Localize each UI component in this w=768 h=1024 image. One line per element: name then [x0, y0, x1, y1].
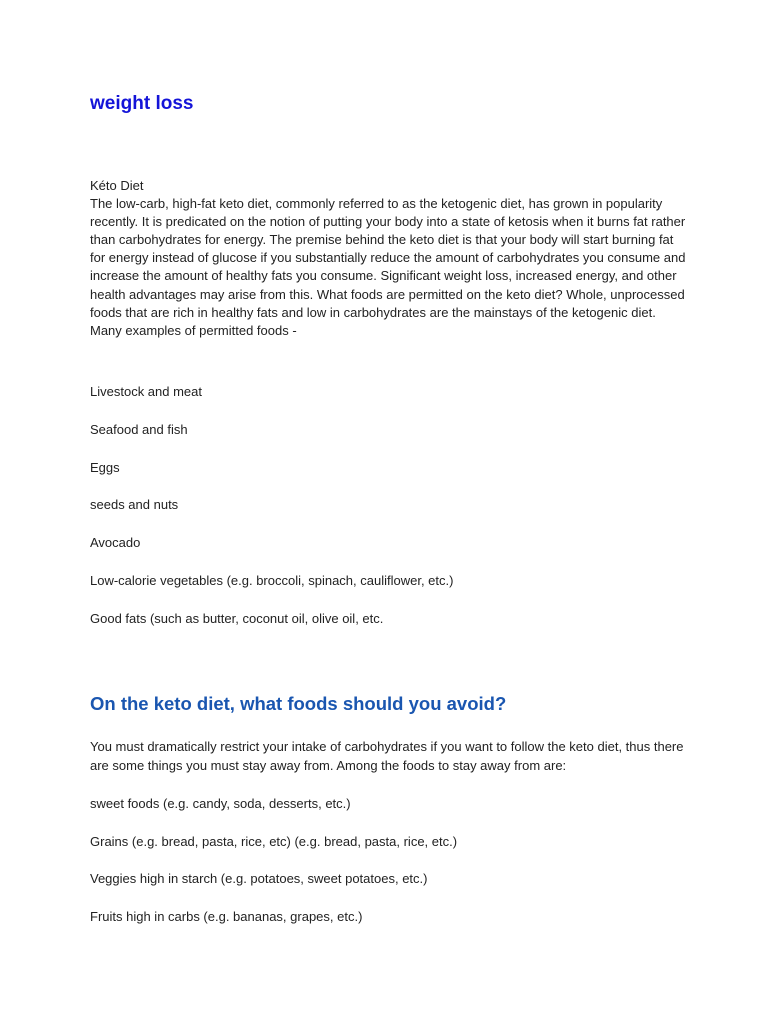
- list-item: Good fats (such as butter, coconut oil, olive oil, etc.: [90, 610, 384, 626]
- list-item: Eggs: [90, 459, 120, 475]
- keto-intro-paragraph: The low-carb, high-fat keto diet, commonly referred to as the ketogenic diet, has grown in popularity recently. It is predicated on the notion of putting your body into a state of ketosis when it burns fat rather than carbohydrates for energy. The premise behind the keto diet is that your body will start burning fat for energy instead of glucose if you substantially reduce the amount of carbohydrates you consume and increase the amount of healthy fats you consume. Significant weight loss, increased energy, and other health advantages may arise from this. What foods are permitted on the keto diet? Whole, unprocessed foods that are rich in healthy fats and low in carbohydrates are the mainstays of the ketogenic diet. Many examples of permitted foods -: [90, 196, 686, 338]
- list-item: Livestock and meat: [90, 384, 203, 399]
- list-item: sweet foods (e.g. candy, soda, desserts, etc.): [90, 796, 351, 811]
- keto-diet-subheading: Kéto Diet: [90, 178, 144, 193]
- list-item: Fruits high in carbs (e.g. bananas, grapes, etc.): [90, 908, 363, 924]
- avoid-foods-list: [90, 795, 457, 945]
- list-item: seeds and nuts: [90, 497, 179, 513]
- list-item: Grains (e.g. bread, pasta, rice, etc) (e.g. bread, pasta, rice, etc.): [90, 833, 458, 849]
- list-item: Avocado: [90, 535, 141, 551]
- keto-intro-block: [90, 177, 690, 340]
- foods-to-avoid-heading: On the keto diet, what foods should you avoid?: [90, 693, 507, 714]
- list-item: Veggies high in starch (e.g. potatoes, sweet potatoes, etc.): [90, 871, 428, 887]
- allowed-foods-list: [90, 383, 453, 648]
- page-title: weight loss: [90, 93, 194, 114]
- avoid-intro-paragraph: You must dramatically restrict your intake of carbohydrates if you want to follow the keto diet, thus there are some things you must stay away from. Among the foods to stay away from are:: [90, 739, 684, 773]
- list-item: Seafood and fish: [90, 421, 188, 437]
- list-item: Low-calorie vegetables (e.g. broccoli, spinach, cauliflower, etc.): [90, 572, 454, 588]
